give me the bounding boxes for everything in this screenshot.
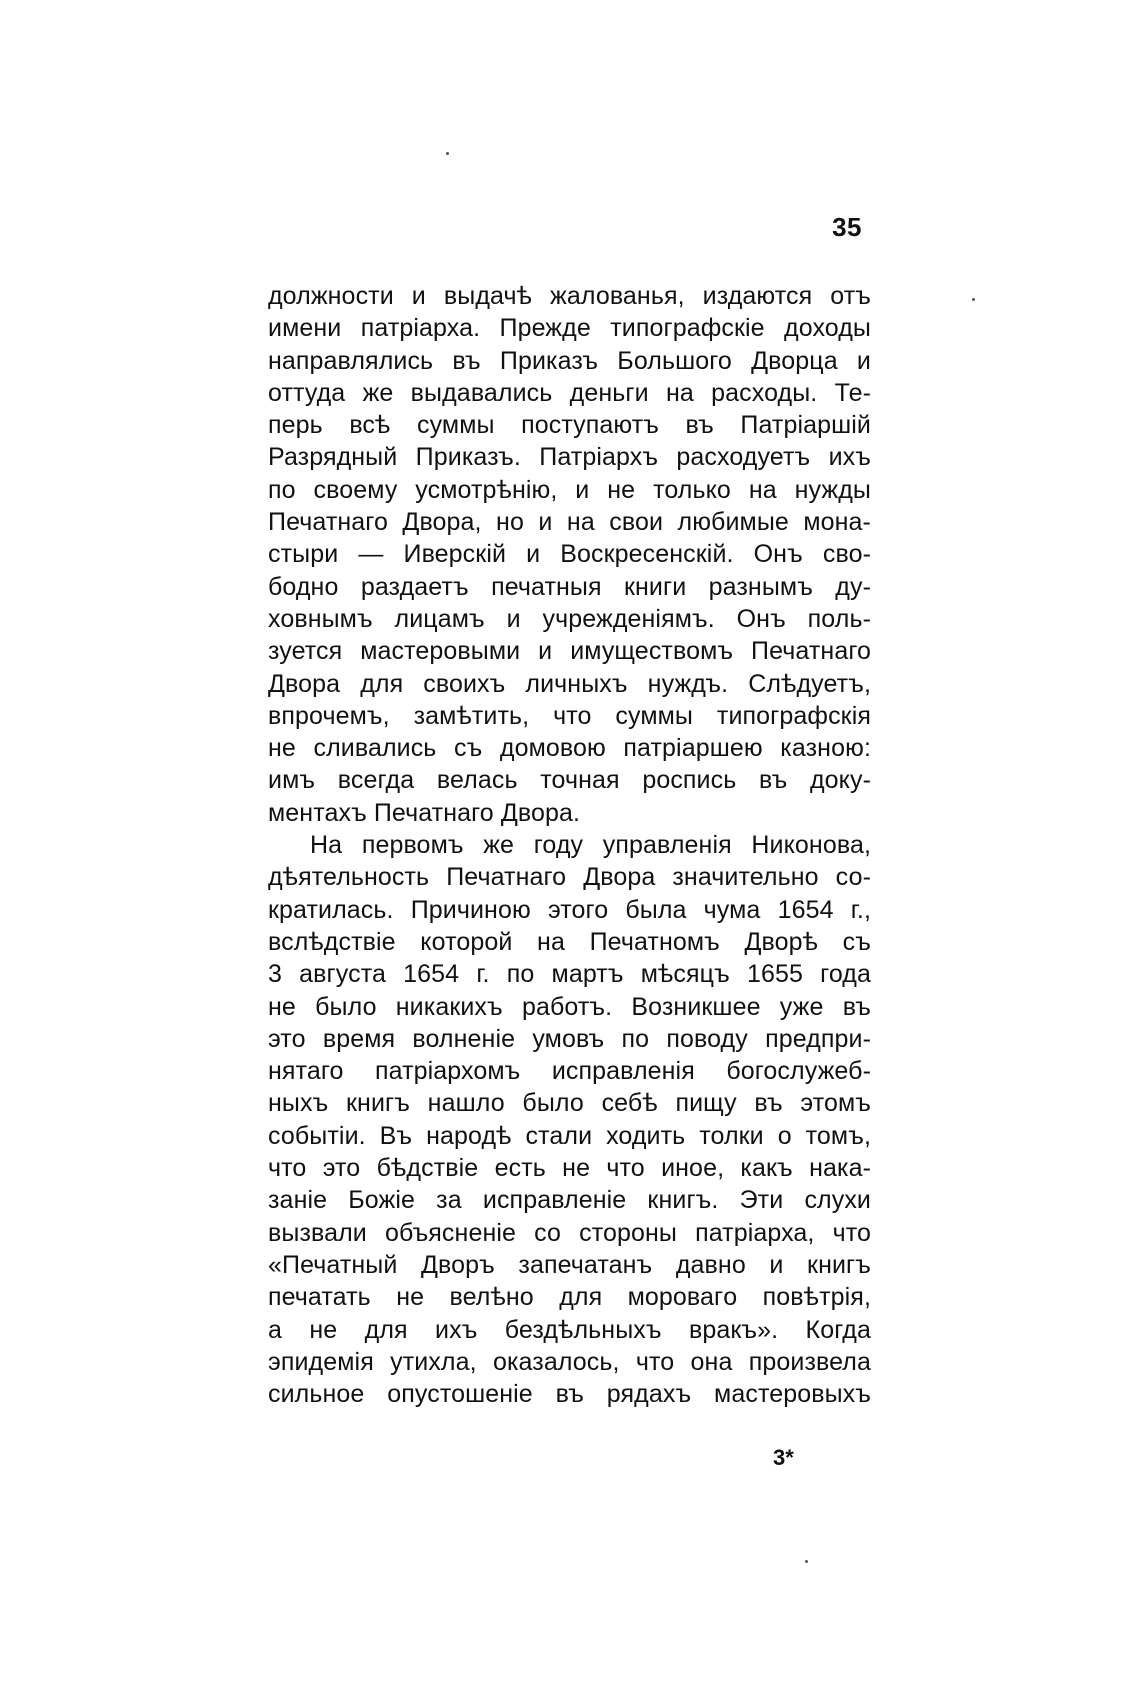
text-line: вызвали объясненіе со стороны патріарха, что (268, 1218, 871, 1247)
text-line: по своему усмотрѣнію, и не только на нужды (268, 475, 871, 504)
text-line: а не для ихъ бездѣльныхъ вракъ». Когда (268, 1315, 871, 1344)
text-line: не было никакихъ работъ. Возникшее уже въ (268, 992, 871, 1021)
text-line: стыри — Иверскій и Воскресенскій. Онъ сво- (268, 540, 871, 569)
text-line: впрочемъ, замѣтить, что суммы типографскія (268, 701, 871, 730)
text-line: ховнымъ лицамъ и учрежденіямъ. Онъ поль- (268, 604, 871, 633)
text-line: нятаго патріархомъ исправленія богослужеб- (268, 1057, 871, 1086)
print-speck (446, 152, 449, 155)
text-line: направлялись въ Приказъ Большого Дворца и (268, 346, 871, 375)
paragraph-1 (268, 280, 871, 829)
text-line: дѣятельность Печатнаго Двора значительно со- (268, 863, 871, 892)
body-text (268, 280, 871, 1410)
text-line: 3 августа 1654 г. по мартъ мѣсяцъ 1655 года (268, 960, 871, 989)
text-line: вслѣдствіе которой на Печатномъ Дворѣ съ (268, 927, 871, 956)
text-line: Печатнаго Двора, но и на свои любимые мона- (268, 508, 871, 537)
text-line: заніе Божіе за исправленіе книгъ. Эти слухи (268, 1186, 871, 1215)
text-line: событіи. Въ народѣ стали ходить толки о томъ, (268, 1121, 871, 1150)
text-line: это время волненіе умовъ по поводу предпри- (268, 1024, 871, 1053)
text-line: не сливались съ домовою патріаршею казною: (268, 734, 871, 763)
text-line: ныхъ книгъ нашло было себѣ пищу въ этомъ (268, 1089, 871, 1118)
text-line: ментахъ Печатнаго Двора. (268, 798, 581, 827)
print-speck (972, 298, 975, 301)
signature-mark: 3* (773, 1445, 794, 1470)
text-line: печатать не велѣно для моровагo повѣтрія, (268, 1283, 871, 1312)
text-line: должности и выдачѣ жалованья, издаются отъ (268, 282, 871, 310)
page-number: 35 (832, 212, 862, 242)
text-line: оттуда же выдавались деньги на расходы. Те- (268, 378, 871, 407)
paragraph-2 (268, 829, 871, 1410)
text-line: бодно раздаетъ печатныя книги разнымъ ду- (268, 572, 871, 601)
text-line: «Печатный Дворъ запечатанъ давно и книгъ (268, 1250, 871, 1279)
text-line: На первомъ же году управленія Никонова, (310, 831, 871, 860)
print-speck (805, 1560, 808, 1563)
text-line: кратилась. Причиною этого была чума 1654 г., (268, 895, 871, 924)
text-line: сильное опустошеніе въ рядахъ мастеровыхъ (268, 1380, 871, 1409)
text-line: имъ всегда велась точная роспись въ доку- (268, 766, 871, 795)
text-line: Двора для своихъ личныхъ нуждъ. Слѣдуетъ, (268, 669, 871, 698)
text-line: что это бѣдствіе есть не что иное, какъ нака- (268, 1154, 871, 1183)
text-line: эпидемія утихла, оказалось, что она произвела (268, 1347, 871, 1376)
text-line: Разрядный Приказъ. Патріархъ расходуетъ ихъ (268, 443, 871, 472)
text-line: перь всѣ суммы поступаютъ въ Патріаршій (268, 411, 871, 440)
text-line: имени патріарха. Прежде типографскіе доходы (268, 314, 871, 343)
text-line: зуется мастеровыми и имуществомъ Печатнаго (268, 637, 871, 666)
